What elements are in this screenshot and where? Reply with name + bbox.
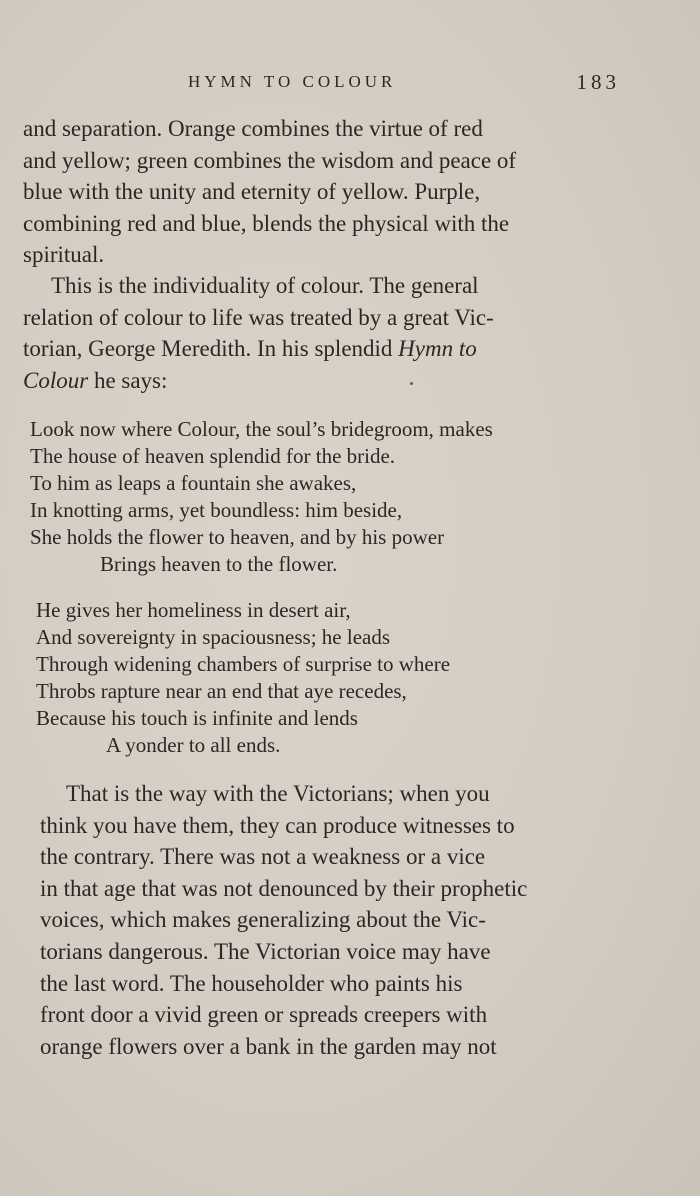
text-line (23, 365, 606, 397)
poem-line: She holds the flower to heaven, and by his power (30, 525, 445, 549)
poem-line: A yonder to all ends. (106, 733, 281, 757)
poem-line: He gives her homeliness in desert air, (36, 598, 351, 622)
text-line: spiritual. (23, 242, 105, 268)
text-fragment: torian, George Meredith. In his splendid (23, 336, 399, 362)
poem-line: In knotting arms, yet boundless: him beside, (30, 498, 403, 522)
text-line: in that age that was not denounced by their prophetic (40, 875, 528, 901)
running-title: HYMN TO COLOUR (188, 72, 397, 91)
text-line: orange flowers over a bank in the garden may not (40, 1033, 497, 1059)
page-number: 183 (576, 70, 620, 94)
text-line: combining red and blue, blends the physical with the (23, 210, 510, 236)
text-line: That is the way with the Victorians; when you (66, 781, 490, 806)
paper-speck (410, 382, 413, 385)
poem-line: Look now where Colour, the soul’s bridegroom, makes (30, 417, 493, 441)
text-line: and yellow; green combines the wisdom and peace of (23, 147, 517, 173)
text-line: think you have them, they can produce witnesses to (40, 812, 515, 838)
poem-line: To him as leaps a fountain she awakes, (30, 471, 357, 495)
text-line: blue with the unity and eternity of yellow. Purple, (23, 179, 481, 205)
text-line: the contrary. There was not a weakness or a vice (40, 844, 486, 870)
page-header (0, 70, 700, 100)
text-line: relation of colour to life was treated by a great Vic- (23, 304, 494, 330)
text-line: This is the individuality of colour. The general (51, 273, 479, 298)
paragraph-1 (23, 113, 606, 271)
text-line: and separation. Orange combines the virtue of red (23, 116, 483, 141)
paragraph-2 (23, 270, 606, 396)
text-line: front door a vivid green or spreads creepers with (40, 1002, 488, 1028)
poem-line: The house of heaven splendid for the bride. (30, 444, 396, 468)
poem-line: Through widening chambers of surprise to where (36, 652, 451, 676)
text-line: voices, which makes generalizing about the Vic- (40, 907, 486, 933)
poem-stanza-2 (36, 597, 450, 759)
poem-line: Because his touch is infinite and lends (36, 706, 358, 730)
hymn-title-italic: Hymn to (398, 336, 477, 362)
paragraph-3 (40, 778, 615, 1062)
poem-line: And sovereignty in spaciousness; he leads (36, 625, 391, 649)
text-line: torians dangerous. The Victorian voice may have (40, 938, 491, 964)
text-line (23, 333, 606, 365)
text-fragment: he says: (88, 367, 168, 393)
hymn-title-italic: Colour (23, 367, 89, 393)
poem-line: Brings heaven to the flower. (100, 552, 338, 576)
text-line: the last word. The householder who paints his (40, 970, 463, 996)
poem-line: Throbs rapture near an end that aye recedes, (36, 679, 407, 703)
poem-stanza-1 (30, 416, 493, 578)
